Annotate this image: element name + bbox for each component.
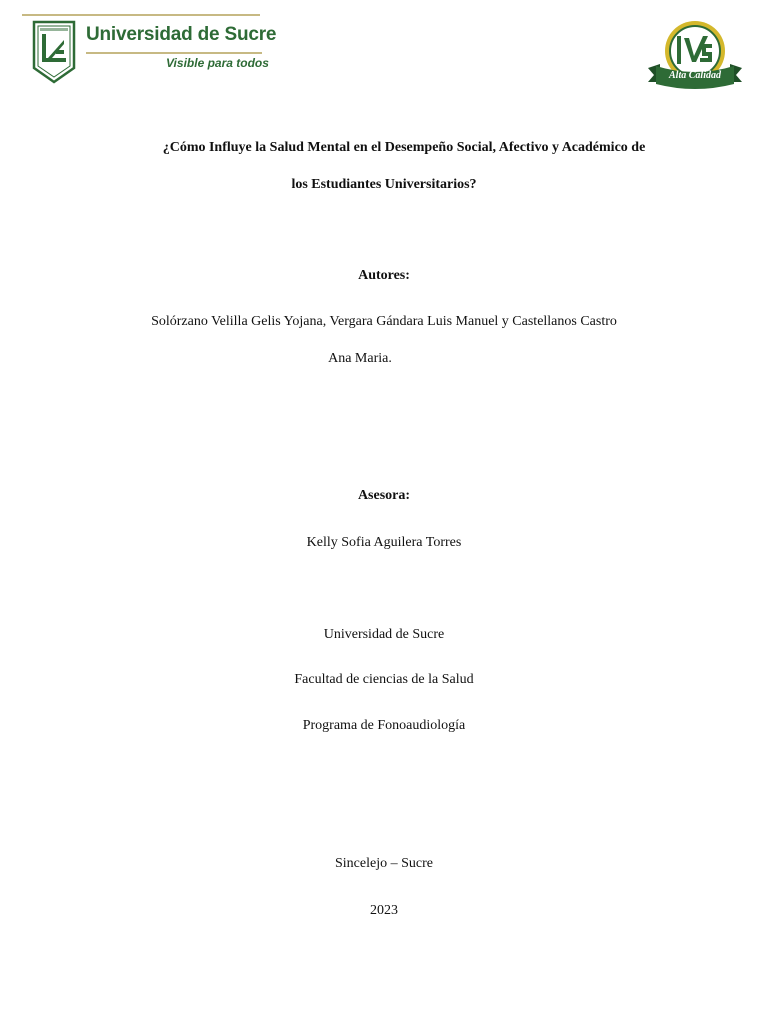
title-line-2: los Estudiantes Universitarios?: [291, 177, 477, 192]
institution-university: Universidad de Sucre: [323, 627, 445, 642]
logo-slogan: Visible para todos: [166, 56, 269, 70]
institution-faculty: Facultad de ciencias de la Salud: [294, 672, 474, 687]
university-logo: [22, 14, 277, 88]
authors-line-1: Solórzano Velilla Gelis Yojana, Vergara Gándara Luis Manuel y Castellanos Castro: [151, 314, 617, 329]
accreditation-seal: [646, 18, 744, 92]
logo-divider: [86, 52, 262, 54]
authors-line-2: Ana Maria.: [328, 351, 392, 366]
title-line-1: ¿Cómo Influye la Salud Mental en el Desempeño Social, Afectivo y Académico de: [162, 140, 646, 155]
location: Sincelejo – Sucre: [335, 856, 433, 871]
advisor-name: Kelly Sofia Aguilera Torres: [306, 535, 462, 550]
year: 2023: [370, 903, 398, 918]
logo-top-rule: [22, 14, 260, 16]
institution-program: Programa de Fonoaudiología: [302, 718, 466, 733]
university-shield-icon: [30, 20, 78, 84]
accreditation-label: Alta Calidad: [669, 70, 721, 81]
advisor-heading: Asesora:: [357, 488, 411, 503]
logo-university-name: Universidad de Sucre: [86, 24, 277, 45]
authors-heading: Autores:: [358, 268, 410, 283]
